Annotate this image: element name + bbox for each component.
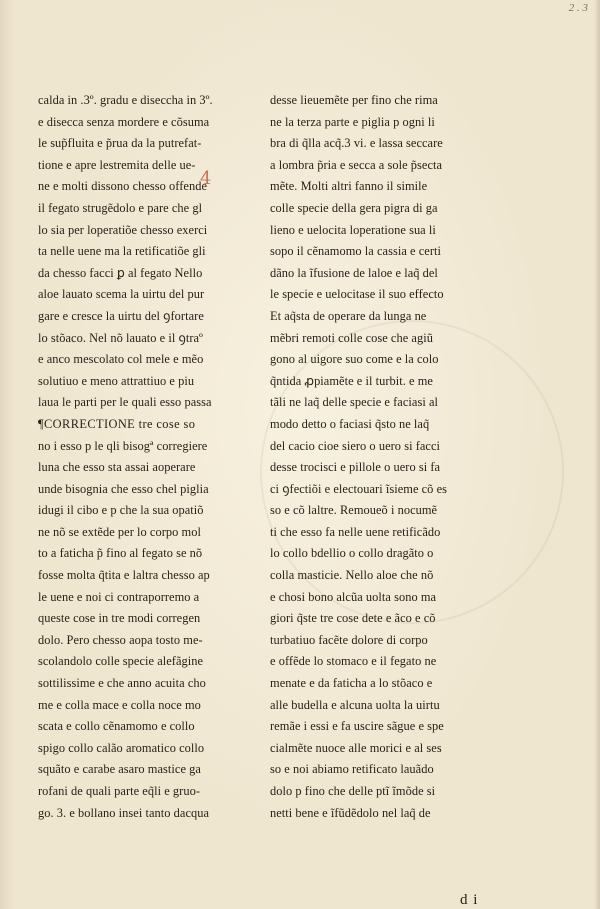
text-line: scata e collo cẽnamomo e collo <box>38 719 195 734</box>
text-line: fosse molta q̃tita e laltra chesso ap <box>38 568 210 583</box>
text-line: giori q̃ste tre cose dete e ãco e cõ <box>270 611 436 626</box>
text-line: menate e da faticha a lo stõaco e <box>270 676 433 691</box>
text-line: calda in .3º. gradu e disecchа in 3º. <box>38 93 213 107</box>
text-line: cialmẽte nuoce alle morici e al ses <box>270 740 442 755</box>
text-line: colla masticie. Nello aloe che nõ <box>270 568 434 583</box>
text-line: scolandolo colle specie alefãgine <box>38 654 204 669</box>
text-line: desse trocisci e pillole o uero si fa <box>270 460 441 475</box>
text-line: ti che esso fa nelle uene retificãdo <box>270 524 441 539</box>
text-line: da chesso facci ꝑ al fegato Nello <box>38 265 203 280</box>
text-column-left <box>38 90 248 824</box>
text-line: go. 3. e bollano insei tanto dacqua <box>38 805 210 820</box>
text-line: desse lieuemẽte per fino che rima <box>270 93 438 107</box>
text-column-right <box>270 90 470 824</box>
text-line: a lombra p̃ria e secca a sole p̃secta <box>270 157 443 172</box>
text-line: lieno e uelocita loperatione sua li <box>270 222 436 237</box>
text-line: le sup̃fluita e p̃rua da la putrefat- <box>38 136 202 151</box>
text-line: dolo p fino che delle ptĩ ĩmõde si <box>270 784 436 798</box>
text-line: sottilissime e che anno acuita cho <box>38 676 206 691</box>
text-line: luna che esso sta assai aoperare <box>38 460 196 475</box>
text-line: lo collo bdellio o collo dragãto o <box>270 546 434 561</box>
text-line: ¶CORRECTIONE tre cose so <box>38 416 196 431</box>
text-line: idugi il cibo e p che la sua opatiõ <box>38 503 204 518</box>
text-line: netti bene e ĩfũdẽdolo nel laq̃ de <box>270 805 431 820</box>
text-line: del cacio cioe siero o uero si facci <box>270 438 441 453</box>
text-line: squãto e carabe asaro mastice ga <box>38 762 201 777</box>
text-line: me e colla mace e colla noce mo <box>38 697 201 712</box>
text-line: turbatiuo facẽte dolore di corpo <box>270 632 428 647</box>
text-line: gare e cresce la uirtu del ꝯfortare <box>38 308 204 323</box>
text-line: modo detto o faciasi q̃sto ne laq̃ <box>270 416 430 431</box>
text-line: lo stõaco. Nel nõ lauato e il ꝯtraº <box>38 330 203 345</box>
text-line: ta nelle uene ma la retificatiõe gli <box>38 244 206 259</box>
text-line: remãe i essi e fa uscire sãgue e spe <box>270 719 444 734</box>
text-line: aloe lauato scema la uirtu del pur <box>38 287 205 302</box>
text-line: e disecca senza mordere e cõsuma <box>38 114 210 129</box>
text-line: tãli ne laq̃ delle specie e faciasi al <box>270 395 439 410</box>
text-line: tione e apre lestremita delle ue- <box>38 157 196 172</box>
text-line: dãno la ĩfusione de laloe e laq̃ del <box>270 265 438 280</box>
text-line: laua le parti per le quali esso passa <box>38 395 212 410</box>
text-line: ne nõ se extẽde per lo corpo mol <box>38 524 201 539</box>
text-line: rofani de quali parte eq̃li e gruo- <box>38 784 201 798</box>
text-line: ne e molti dissono chesso offende <box>38 179 208 194</box>
text-line: le uene e noi ci contraporremo a <box>38 589 200 604</box>
text-line: Et aq̃sta de operare da lunga ne <box>270 308 427 323</box>
text-line: bra di q̃lla acq̃.3 vi. e lassa seccare <box>270 136 443 151</box>
text-line: unde bisognia che esso chel piglia <box>38 481 209 496</box>
text-line: so e noi abiamo retificato lauãdo <box>270 762 434 777</box>
signature-mark: d i <box>460 892 479 908</box>
text-line: solutiuo e meno attrattiuo e piu <box>38 373 195 388</box>
text-line: mẽbri remoti colle cose che agiũ <box>270 330 433 345</box>
text-line: sopo il cẽnamomo la cassia e certi <box>270 244 441 259</box>
page-edge-shadow <box>594 0 600 909</box>
text-line: e chosi bono alcũa uolta sono ma <box>270 589 437 604</box>
text-line: le specie e uelocitase il suo effecto <box>270 287 444 302</box>
text-line: mẽte. Molti altri fanno il simile <box>270 179 428 194</box>
text-line: ci ꝯfectiõi e electouari ĩsieme cõ es <box>270 481 448 496</box>
text-line: ne la terza parte e piglia p ogni li <box>270 114 435 129</box>
text-line: q̃ntida ꝓpiamẽte e il turbit. e me <box>270 373 433 388</box>
text-line: e offẽde lo stomaco e il fegato ne <box>270 654 437 669</box>
margin-note: 4 <box>200 168 212 189</box>
text-line: no i esso p le qli bisogª corregiere <box>38 438 208 453</box>
text-line: gono al uigore suo come e la colo <box>270 352 439 367</box>
text-line: dolo. Pero chesso aopa tosto me- <box>38 632 203 647</box>
text-line: e anco mescolato col mele e mẽo <box>38 352 204 367</box>
text-line: alle budella e alcuna uolta la uirtu <box>270 697 440 712</box>
text-line: colle specie della gera pigra di ga <box>270 200 438 215</box>
folio-number: 2 . 3 <box>568 2 588 14</box>
text-line: so e cõ laltre. Remoueõ i nocumẽ <box>270 503 438 518</box>
text-line: to a faticha p̃ fino al fegato se nõ <box>38 546 203 561</box>
text-line: lo sia per loperatiõe chesso exerci <box>38 222 208 237</box>
text-line: spigo collo calão aromatico collo <box>38 740 205 755</box>
text-line: il fegato strugẽdolo e pare che gl <box>38 200 203 215</box>
text-line: queste cose in tre modi corregen <box>38 611 201 626</box>
